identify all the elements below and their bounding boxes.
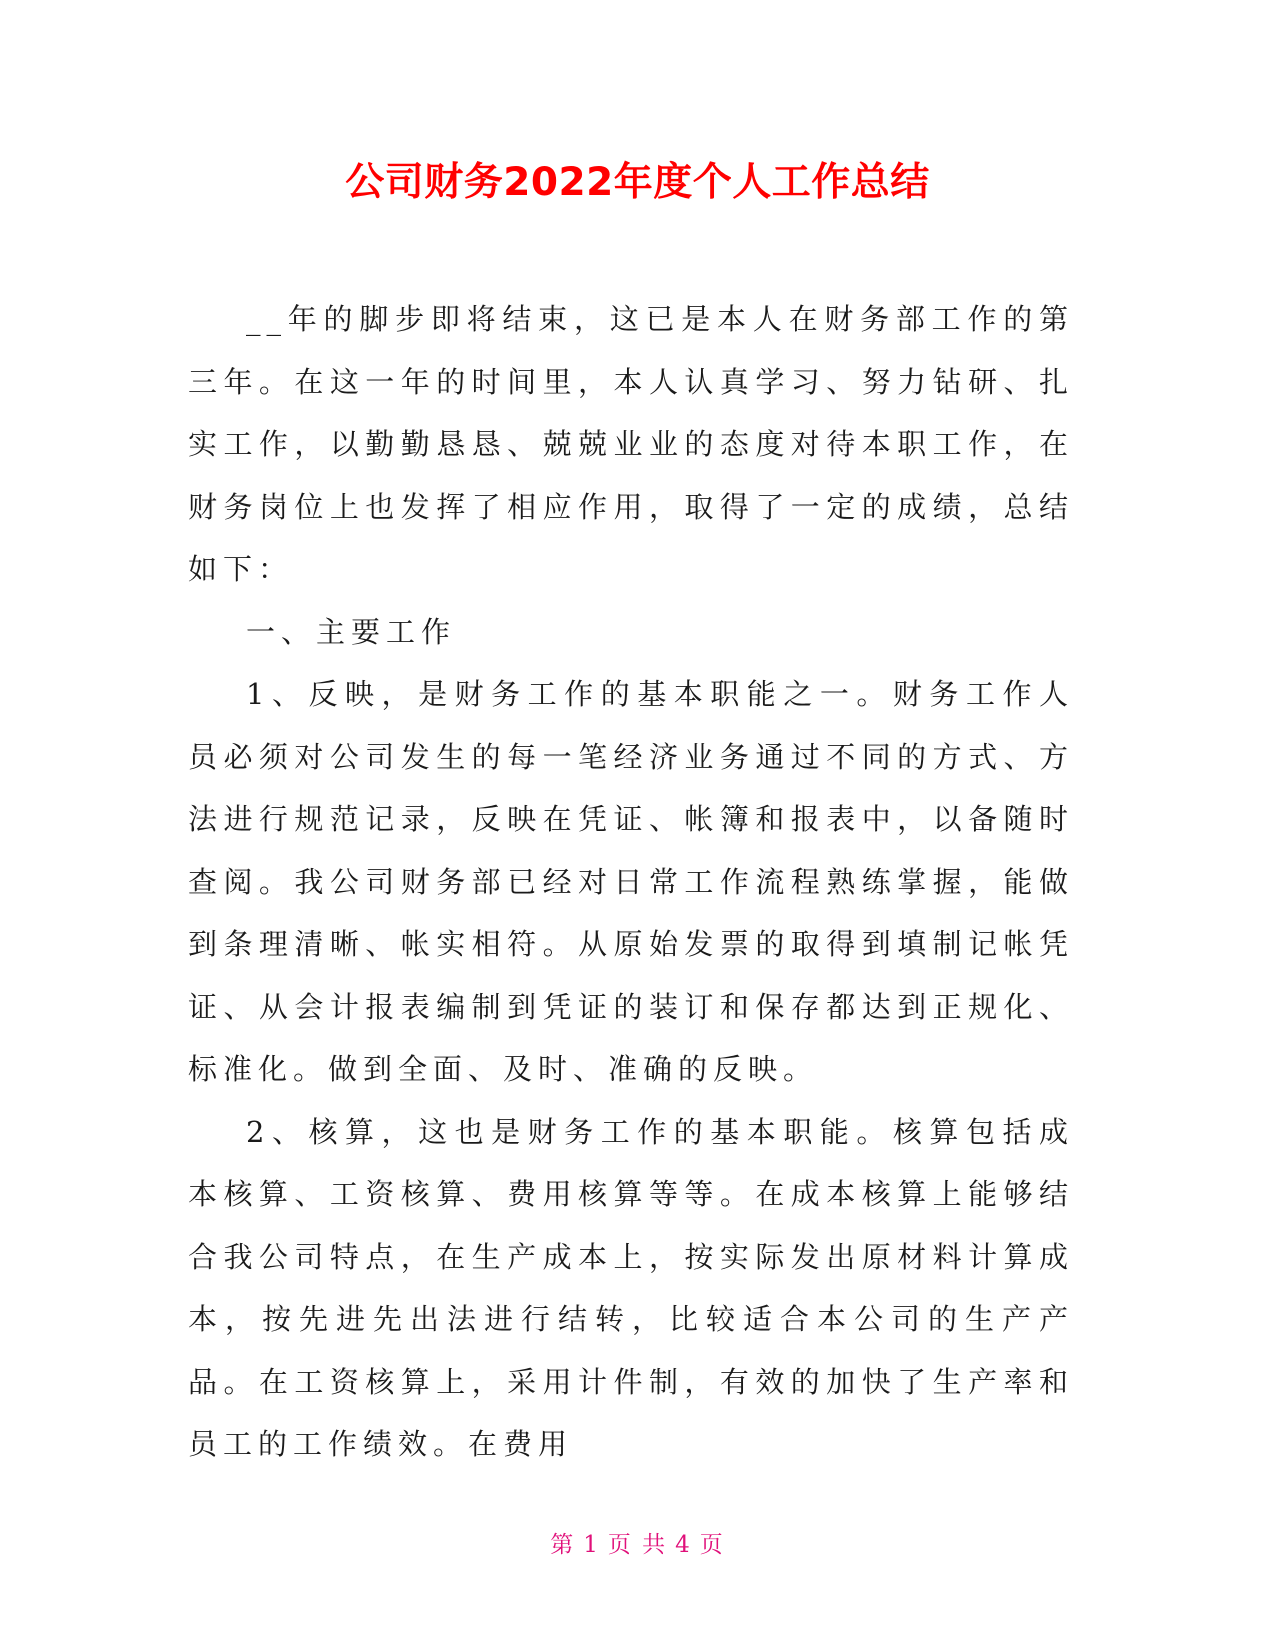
paragraph-reflection: 1、反映，是财务工作的基本职能之一。财务工作人员必须对公司发生的每一笔经济业务通过不同的方式、方法进行规范记录，反映在凭证、帐簿和报表中，以备随时查阅。我公司财务部已经对日常工作流程熟练掌握，能做到条理清晰、帐实相符。从原始发票的取得到填制记帐凭证、从会计报表编制到凭证的装订和保存都达到正规化、标准化。做到全面、及时、准确的反映。: [188, 677, 1074, 1086]
document-body: [188, 288, 1074, 1476]
paragraph-intro: __年的脚步即将结束，这已是本人在财务部工作的第三年。在这一年的时间里，本人认真学习、努力钻研、扎实工作，以勤勤恳恳、兢兢业业的态度对待本职工作，在财务岗位上也发挥了相应作用，取得了一定的成绩，总结如下：: [188, 302, 1074, 586]
footer-suffix: 页: [699, 1532, 725, 1558]
section-heading: 一、主要工作: [246, 614, 457, 649]
footer-prefix: 第: [550, 1532, 576, 1558]
paragraph-accounting: 2、核算，这也是财务工作的基本职能。核算包括成本核算、工资核算、费用核算等等。在成本核算上能够结合我公司特点，在生产成本上，按实际发出原材料计算成本，按先进先出法进行结转，比较适合本公司的生产产品。在工资核算上，采用计件制，有效的加快了生产率和员工的工作绩效。在费用: [188, 1114, 1074, 1461]
document-title: 公司财务2022年度个人工作总结: [345, 160, 930, 205]
footer-middle: 页 共: [607, 1532, 668, 1558]
footer-total-pages: 4: [675, 1532, 692, 1558]
footer-current-page: 1: [583, 1532, 600, 1558]
page-footer: [0, 1526, 1275, 1559]
